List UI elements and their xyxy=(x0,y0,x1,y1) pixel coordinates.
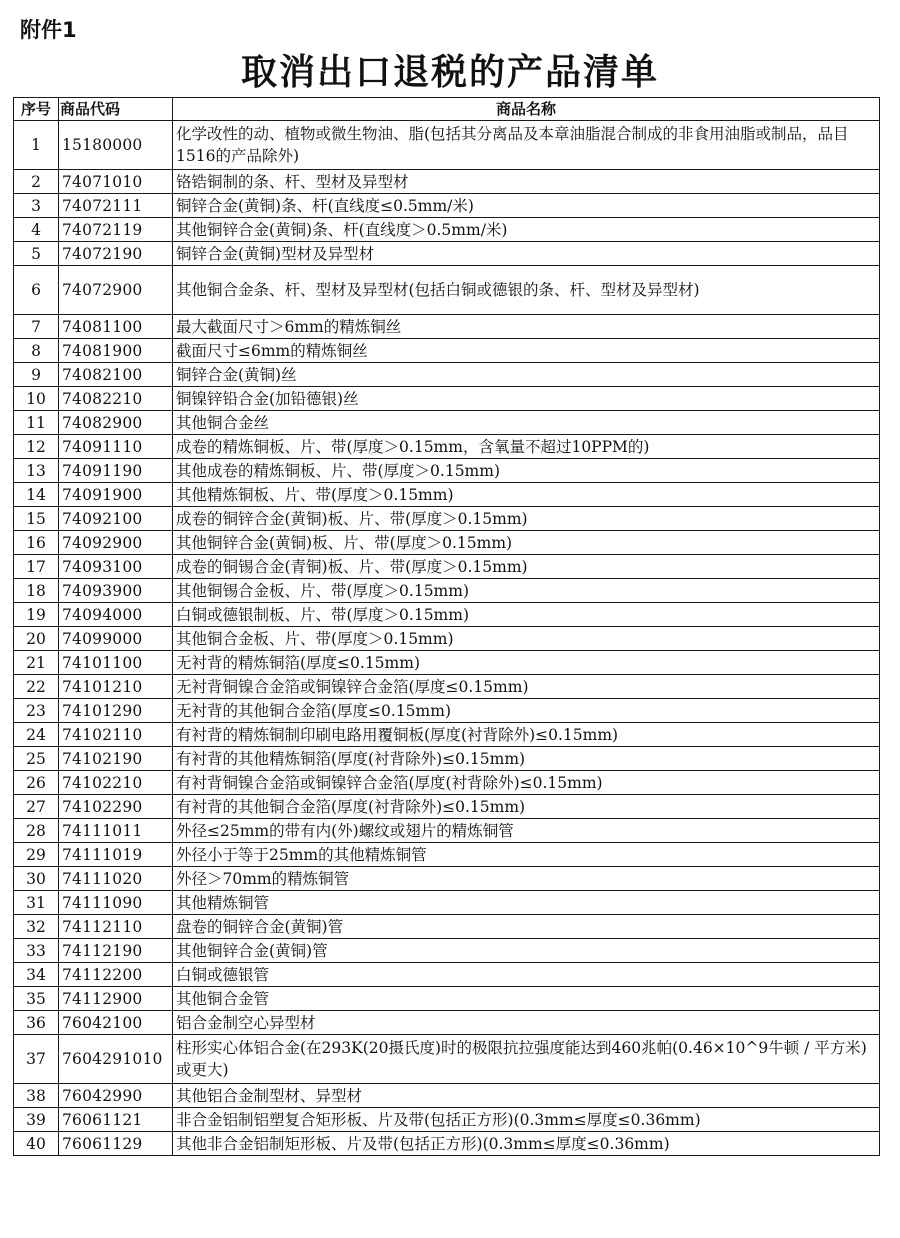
table-row xyxy=(14,459,880,483)
row-serial-number: 40 xyxy=(14,1132,59,1156)
row-serial-number: 30 xyxy=(14,867,59,891)
row-product-name: 成卷的铜锡合金(青铜)板、片、带(厚度＞0.15mm) xyxy=(173,555,880,579)
table-row xyxy=(14,387,880,411)
row-product-name: 白铜或德银制板、片、带(厚度＞0.15mm) xyxy=(173,603,880,627)
row-serial-number: 12 xyxy=(14,435,59,459)
table-row xyxy=(14,675,880,699)
row-serial-number: 17 xyxy=(14,555,59,579)
row-serial-number: 34 xyxy=(14,963,59,987)
row-serial-number: 1 xyxy=(14,121,59,170)
row-serial-number: 10 xyxy=(14,387,59,411)
row-product-code: 74093900 xyxy=(59,579,173,603)
row-product-name: 非合金铝制铝塑复合矩形板、片及带(包括正方形)(0.3mm≤厚度≤0.36mm) xyxy=(173,1108,880,1132)
row-product-code: 74072900 xyxy=(59,266,173,315)
product-table xyxy=(13,97,880,1156)
page-title: 取消出口退税的产品清单 xyxy=(240,52,659,93)
row-serial-number: 39 xyxy=(14,1108,59,1132)
row-serial-number: 24 xyxy=(14,723,59,747)
row-product-code: 74101290 xyxy=(59,699,173,723)
row-product-name: 铜锌合金(黄铜)型材及异型材 xyxy=(173,242,880,266)
row-product-code: 74111020 xyxy=(59,867,173,891)
row-product-name: 化学改性的动、植物或微生物油、脂(包括其分离品及本章油脂混合制成的非食用油脂或制品，品目1516的产品除外) xyxy=(173,121,880,170)
table-row xyxy=(14,1132,880,1156)
row-product-name: 其他非合金铝制矩形板、片及带(包括正方形)(0.3mm≤厚度≤0.36mm) xyxy=(173,1132,880,1156)
row-product-name: 截面尺寸≤6mm的精炼铜丝 xyxy=(173,339,880,363)
table-row xyxy=(14,699,880,723)
row-serial-number: 18 xyxy=(14,579,59,603)
row-product-code: 76061129 xyxy=(59,1132,173,1156)
table-row xyxy=(14,121,880,170)
header-product-code: 商品代码 xyxy=(59,98,173,121)
table-row xyxy=(14,507,880,531)
row-product-name: 有衬背的其他精炼铜箔(厚度(衬背除外)≤0.15mm) xyxy=(173,747,880,771)
table-row xyxy=(14,1035,880,1084)
row-product-name: 无衬背的其他铜合金箔(厚度≤0.15mm) xyxy=(173,699,880,723)
row-serial-number: 21 xyxy=(14,651,59,675)
row-serial-number: 7 xyxy=(14,315,59,339)
row-serial-number: 35 xyxy=(14,987,59,1011)
row-serial-number: 3 xyxy=(14,194,59,218)
row-product-name: 外径小于等于25mm的其他精炼铜管 xyxy=(173,843,880,867)
row-product-code: 74111019 xyxy=(59,843,173,867)
row-serial-number: 32 xyxy=(14,915,59,939)
row-product-code: 74102110 xyxy=(59,723,173,747)
row-serial-number: 27 xyxy=(14,795,59,819)
row-serial-number: 29 xyxy=(14,843,59,867)
table-header-row xyxy=(14,98,880,121)
row-product-name: 铜镍锌铅合金(加铅德银)丝 xyxy=(173,387,880,411)
row-serial-number: 31 xyxy=(14,891,59,915)
row-serial-number: 26 xyxy=(14,771,59,795)
row-serial-number: 9 xyxy=(14,363,59,387)
attachment-label: 附件1 xyxy=(20,18,77,42)
table-row xyxy=(14,651,880,675)
table-row xyxy=(14,531,880,555)
table-row xyxy=(14,795,880,819)
table-row xyxy=(14,194,880,218)
row-product-code: 74101100 xyxy=(59,651,173,675)
row-product-name: 有衬背的精炼铜制印刷电路用覆铜板(厚度(衬背除外)≤0.15mm) xyxy=(173,723,880,747)
table-row xyxy=(14,915,880,939)
row-product-code: 74091190 xyxy=(59,459,173,483)
table-row xyxy=(14,218,880,242)
row-serial-number: 5 xyxy=(14,242,59,266)
row-product-name: 有衬背的其他铜合金箔(厚度(衬背除外)≤0.15mm) xyxy=(173,795,880,819)
row-product-name: 无衬背铜镍合金箔或铜镍锌合金箔(厚度≤0.15mm) xyxy=(173,675,880,699)
table-row xyxy=(14,363,880,387)
row-product-name: 盘卷的铜锌合金(黄铜)管 xyxy=(173,915,880,939)
header-serial-number: 序号 xyxy=(14,98,59,121)
row-product-name: 柱形实心体铝合金(在293K(20摄氏度)时的极限抗拉强度能达到460兆帕(0.46×10^9牛顿 / 平方米)或更大) xyxy=(173,1035,880,1084)
table-row xyxy=(14,266,880,315)
row-product-code: 74081900 xyxy=(59,339,173,363)
table-row xyxy=(14,579,880,603)
row-product-code: 7604291010 xyxy=(59,1035,173,1084)
table-row xyxy=(14,339,880,363)
table-row xyxy=(14,315,880,339)
table-row xyxy=(14,771,880,795)
row-serial-number: 23 xyxy=(14,699,59,723)
table-row xyxy=(14,627,880,651)
table-row xyxy=(14,819,880,843)
row-product-code: 74112900 xyxy=(59,987,173,1011)
row-product-name: 最大截面尺寸＞6mm的精炼铜丝 xyxy=(173,315,880,339)
row-serial-number: 16 xyxy=(14,531,59,555)
table-row xyxy=(14,939,880,963)
row-product-code: 74101210 xyxy=(59,675,173,699)
row-serial-number: 38 xyxy=(14,1084,59,1108)
row-product-name: 其他铜合金管 xyxy=(173,987,880,1011)
row-product-name: 其他铜锌合金(黄铜)管 xyxy=(173,939,880,963)
row-product-name: 铜锌合金(黄铜)条、杆(直线度≤0.5mm/米) xyxy=(173,194,880,218)
table-row xyxy=(14,867,880,891)
row-product-code: 74072190 xyxy=(59,242,173,266)
row-product-name: 其他精炼铜板、片、带(厚度＞0.15mm) xyxy=(173,483,880,507)
row-serial-number: 4 xyxy=(14,218,59,242)
row-product-code: 74082900 xyxy=(59,411,173,435)
row-product-name: 铝合金制空心异型材 xyxy=(173,1011,880,1035)
row-product-code: 76042990 xyxy=(59,1084,173,1108)
row-serial-number: 11 xyxy=(14,411,59,435)
row-product-code: 74082210 xyxy=(59,387,173,411)
row-product-name: 其他铜合金板、片、带(厚度＞0.15mm) xyxy=(173,627,880,651)
row-product-name: 其他成卷的精炼铜板、片、带(厚度＞0.15mm) xyxy=(173,459,880,483)
table-row xyxy=(14,891,880,915)
row-product-name: 其他铜锡合金板、片、带(厚度＞0.15mm) xyxy=(173,579,880,603)
row-product-code: 74094000 xyxy=(59,603,173,627)
row-product-code: 74099000 xyxy=(59,627,173,651)
row-product-name: 其他铝合金制型材、异型材 xyxy=(173,1084,880,1108)
row-product-code: 74082100 xyxy=(59,363,173,387)
row-product-code: 74102190 xyxy=(59,747,173,771)
row-product-name: 成卷的铜锌合金(黄铜)板、片、带(厚度＞0.15mm) xyxy=(173,507,880,531)
table-row xyxy=(14,747,880,771)
row-serial-number: 22 xyxy=(14,675,59,699)
row-product-name: 有衬背铜镍合金箔或铜镍锌合金箔(厚度(衬背除外)≤0.15mm) xyxy=(173,771,880,795)
row-product-name: 其他铜锌合金(黄铜)板、片、带(厚度＞0.15mm) xyxy=(173,531,880,555)
row-product-name: 外径≤25mm的带有内(外)螺纹或翅片的精炼铜管 xyxy=(173,819,880,843)
table-row xyxy=(14,555,880,579)
row-product-code: 74092900 xyxy=(59,531,173,555)
row-product-code: 15180000 xyxy=(59,121,173,170)
row-serial-number: 2 xyxy=(14,170,59,194)
row-product-name: 其他铜锌合金(黄铜)条、杆(直线度＞0.5mm/米) xyxy=(173,218,880,242)
row-product-name: 外径＞70mm的精炼铜管 xyxy=(173,867,880,891)
header-product-name: 商品名称 xyxy=(173,98,880,121)
row-product-code: 74093100 xyxy=(59,555,173,579)
row-product-name: 无衬背的精炼铜箔(厚度≤0.15mm) xyxy=(173,651,880,675)
row-product-code: 76042100 xyxy=(59,1011,173,1035)
row-serial-number: 36 xyxy=(14,1011,59,1035)
row-serial-number: 20 xyxy=(14,627,59,651)
row-product-code: 74111011 xyxy=(59,819,173,843)
table-body xyxy=(14,121,880,1156)
row-product-code: 74112110 xyxy=(59,915,173,939)
row-product-code: 74091900 xyxy=(59,483,173,507)
row-product-code: 74102290 xyxy=(59,795,173,819)
row-serial-number: 33 xyxy=(14,939,59,963)
table-row xyxy=(14,1108,880,1132)
table-row xyxy=(14,411,880,435)
table-row xyxy=(14,242,880,266)
row-serial-number: 13 xyxy=(14,459,59,483)
row-product-code: 74081100 xyxy=(59,315,173,339)
row-product-code: 74072119 xyxy=(59,218,173,242)
table-row xyxy=(14,843,880,867)
row-product-code: 74102210 xyxy=(59,771,173,795)
row-serial-number: 37 xyxy=(14,1035,59,1084)
table-row xyxy=(14,170,880,194)
row-product-code: 74092100 xyxy=(59,507,173,531)
row-product-name: 铜锌合金(黄铜)丝 xyxy=(173,363,880,387)
row-product-name: 其他精炼铜管 xyxy=(173,891,880,915)
row-serial-number: 25 xyxy=(14,747,59,771)
row-product-code: 74071010 xyxy=(59,170,173,194)
table-row xyxy=(14,987,880,1011)
row-product-code: 74091110 xyxy=(59,435,173,459)
row-product-name: 白铜或德银管 xyxy=(173,963,880,987)
row-product-name: 其他铜合金条、杆、型材及异型材(包括白铜或德银的条、杆、型材及异型材) xyxy=(173,266,880,315)
table-row xyxy=(14,483,880,507)
row-serial-number: 6 xyxy=(14,266,59,315)
row-product-name: 其他铜合金丝 xyxy=(173,411,880,435)
table-row xyxy=(14,435,880,459)
row-serial-number: 19 xyxy=(14,603,59,627)
table-row xyxy=(14,723,880,747)
row-product-name: 铬锆铜制的条、杆、型材及异型材 xyxy=(173,170,880,194)
row-product-code: 74111090 xyxy=(59,891,173,915)
row-product-code: 74112200 xyxy=(59,963,173,987)
row-product-name: 成卷的精炼铜板、片、带(厚度＞0.15mm，含氧量不超过10PPM的) xyxy=(173,435,880,459)
row-serial-number: 15 xyxy=(14,507,59,531)
row-serial-number: 8 xyxy=(14,339,59,363)
table-row xyxy=(14,1084,880,1108)
table-row xyxy=(14,1011,880,1035)
row-product-code: 74072111 xyxy=(59,194,173,218)
table-row xyxy=(14,963,880,987)
table-row xyxy=(14,603,880,627)
row-serial-number: 28 xyxy=(14,819,59,843)
row-product-code: 76061121 xyxy=(59,1108,173,1132)
row-serial-number: 14 xyxy=(14,483,59,507)
row-product-code: 74112190 xyxy=(59,939,173,963)
